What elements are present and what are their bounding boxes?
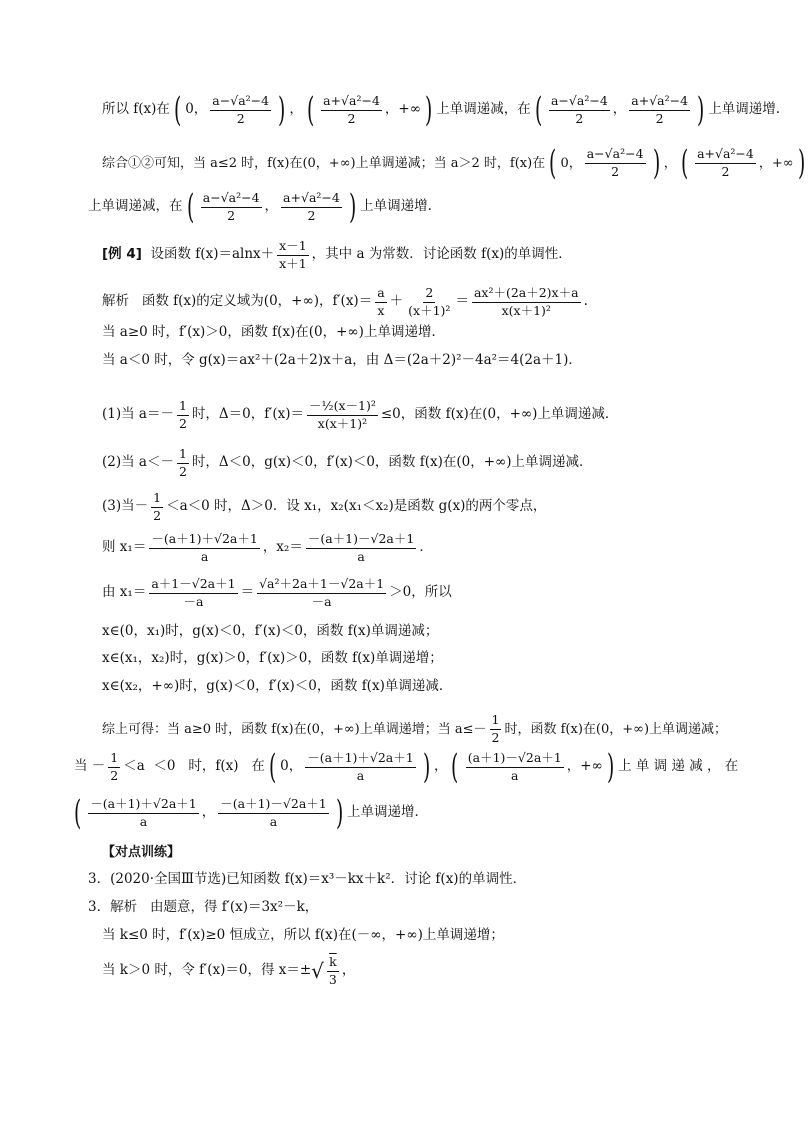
text-segment: 综上可得：当 a≥0 时，函数 f(x)在(0，+∞)上单调递增；当 a≤－ [102,721,487,737]
left-paren: ( [451,747,459,787]
text-segment: ，+∞ [566,758,603,775]
numerator: －(a＋1)＋√2a＋1 [305,752,415,768]
numerator: √a²＋2a＋1－√2a＋1 [257,578,386,594]
fraction [281,192,342,222]
text-segment: ， [433,758,448,775]
text-segment: 时，Δ＜0，g(x)＜0，f′(x)＜0，函数 f(x)在(0，+∞)上单调递减． [191,454,593,471]
right-paren: ) [422,747,430,787]
numerator: 1 [108,752,120,768]
text-segment: 上单调递增. [708,101,781,118]
text-segment: ， [341,962,356,979]
fraction [490,714,502,744]
case-a-neg: 当 a＜0 时，令 g(x)＝ax²＋(2a＋2)x＋a，由 Δ＝(2a＋2)²－4a²＝4(2a＋1)． [102,352,582,368]
fraction [695,148,756,178]
left-paren: ( [680,143,689,183]
denominator: 2 [655,110,664,126]
numerator: a−√a²−4 [585,148,646,164]
left-paren: ( [534,90,542,130]
left-paren: ( [306,90,315,130]
denominator: a [357,548,365,564]
text-segment: ＝ [240,584,255,601]
numerator: 2 [423,287,435,303]
analysis-derivative [102,287,588,317]
text-segment: 上单调递增． [347,804,428,821]
text-segment: 时，Δ＝0，f′(x)＝ [191,406,304,423]
denominator: x [377,302,385,318]
denominator: 3 [328,971,337,987]
denominator: x＋1 [279,255,307,271]
text-segment: 0， [280,758,303,775]
text-segment: 当 k＞0 时，令 f′(x)＝0，得 x＝± [102,962,312,979]
fraction [549,95,610,125]
numerator: a+√a²−4 [695,148,756,164]
denominator: 2 [227,207,236,223]
exercise-case-k-nonpos: 当 k≤0 时，f′(x)≥0 恒成立，所以 f(x)在(－∞，+∞)上单调递增； [102,927,504,943]
denominator: (x＋1)² [408,302,451,318]
text-segment: 上单调递减，在 [88,198,183,215]
text-segment: 综合①②可知，当 a≤2 时，f(x)在(0，+∞)上单调递减；当 a＞2 时，f(x)在 [102,155,546,171]
fraction [210,95,271,125]
denominator: 2 [575,110,584,126]
left-paren: ( [186,187,194,227]
fraction [201,192,262,222]
interval-1: x∈(0，x₁)时，g(x)＜0，f′(x)＜0，函数 f(x)单调递减； [102,623,439,639]
numerator: ax²＋(2a＋2)x＋a [472,287,581,303]
denominator: a [200,548,209,564]
fraction [629,95,690,125]
right-paren: ) [797,143,805,183]
text-segment: 设函数 f(x)＝alnx＋ [141,246,275,263]
fraction [149,533,259,563]
text-segment: 0， [560,155,582,171]
denominator: a [356,767,365,783]
text-segment: ， [289,101,303,118]
denominator: 2 [347,110,356,126]
fraction [177,448,189,478]
right-paren: ) [278,90,286,130]
fraction [466,752,564,782]
case-3 [102,492,546,522]
text-segment: ， [663,155,677,171]
case-a-nonneg: 当 a≥0 时，f′(x)＞0，函数 f(x)在(0，+∞)上单调递增． [102,324,445,340]
fraction [375,287,386,317]
numerator: a+√a²−4 [321,95,382,111]
text-segment: (2)当 a＜－ [102,454,174,471]
denominator: 2 [153,507,162,523]
fraction [406,287,452,317]
numerator: －(a＋1)＋√2a＋1 [149,533,259,549]
text-segment: (3)当－ [102,498,149,515]
fraction [327,956,339,986]
denominator: 2 [307,207,316,223]
text-segment: ＜a ＜0 时，f(x) 在 [123,758,265,775]
numerator: a−√a²−4 [210,95,271,111]
text-segment: 上单调递减，在 [436,101,531,118]
text-segment: 由 x₁＝ [102,584,147,601]
numerator: a−√a²−4 [201,192,262,208]
exercise-case-k-pos [102,956,355,986]
numerator: －(a＋1)＋√2a＋1 [88,798,198,814]
case-1 [102,400,618,430]
denominator: a [511,767,519,783]
numerator: 1 [490,714,502,730]
fraction [151,492,163,522]
text-segment: ＜a＜0 时，Δ＞0．设 x₁，x₂(x₁＜x₂)是函数 g(x)的两个零点， [166,498,547,515]
denominator: a [139,813,148,829]
denominator: 2 [491,729,500,745]
numerator: 1 [177,448,189,464]
numerator: 1 [151,492,163,508]
text-segment: ，x₂＝ [262,539,303,556]
text-segment: 则 x₁＝ [102,539,147,556]
text-segment: 时，函数 f(x)在(0，+∞)上单调递减； [504,721,728,737]
numerator: －½(x－1)² [307,400,378,416]
solution-line-2 [102,143,809,183]
numerator: －(a＋1)－√2a＋1 [218,798,328,814]
denominator: 2 [178,415,187,431]
numerator: －(a＋1)－√2a＋1 [306,533,416,549]
text-segment: 当 － [74,758,106,775]
denominator: －a [183,593,204,609]
zeros-x1-x2 [102,533,433,563]
text-segment: ≤0，函数 f(x)在(0，+∞)上单调递减． [380,406,619,423]
text-segment: ， [201,804,216,821]
denominator: a [269,813,278,829]
numerator: x－1 [277,240,309,256]
denominator: －a [311,593,332,609]
numerator: a [375,287,386,303]
denominator: 2 [178,463,187,479]
numerator: a+√a²−4 [281,192,342,208]
text-segment: ＞0，所以 [389,584,452,601]
interval-3: x∈(x₂，+∞)时，g(x)＜0，f′(x)＜0，函数 f(x)单调递减． [102,678,453,694]
numerator: a−√a²−4 [549,95,610,111]
right-paren: ) [348,187,357,227]
text-segment: ＝ [455,293,469,310]
fraction [321,95,382,125]
denominator: x(x＋1)² [317,415,368,431]
fraction [472,287,581,317]
numerator: (a＋1)－√2a＋1 [466,752,564,768]
fraction [306,533,416,563]
text-segment: ， [612,101,627,118]
exercise-3-question: 3．(2020·全国Ⅲ节选)已知函数 f(x)＝x³－kx＋k²．讨论 f(x)的单调性． [88,871,527,887]
denominator: x(x＋1)² [501,302,551,318]
left-paren: ( [549,143,557,183]
text-segment: ＋ [389,293,404,310]
fraction [88,798,198,828]
text-segment: 所以 f(x)在 [102,101,170,118]
fraction [149,578,237,608]
text-segment: ， [264,198,279,215]
fraction [307,400,378,430]
text-segment: ，+∞ [758,155,794,171]
denominator: 2 [110,767,119,783]
denominator: 2 [236,110,245,126]
right-paren: ) [606,747,615,787]
denominator: 2 [611,163,620,179]
summary-line-3 [70,793,428,833]
left-paren: ( [173,90,182,130]
interval-2: x∈(x₁，x₂)时，g(x)＞0，f′(x)＞0，函数 f(x)单调递增； [102,650,443,666]
text-segment: 0， [185,101,208,118]
solution-line-1 [102,90,781,130]
text-segment: ，+∞ [384,101,421,118]
numerator: a＋1－√2a＋1 [149,578,237,594]
exercise-3-analysis: 3．解析 由题意，得 f′(x)＝3x²－k， [88,899,319,915]
text-segment: ． [419,539,433,556]
x1-positive [102,578,452,608]
denominator: 2 [721,163,730,179]
numerator: k [327,956,339,972]
right-paren: ) [652,143,660,183]
text-segment: 上 单 调 递 减 ， 在 [618,758,739,775]
text-segment: 解析 函数 f(x)的定义域为(0，+∞)，f′(x)＝ [102,293,373,310]
fraction [218,798,328,828]
section-heading: 【对点训练】 [102,845,181,860]
fraction [305,752,415,782]
summary-line-1 [102,714,727,744]
fraction [585,148,646,178]
summary-line-2 [74,747,739,787]
left-paren: ( [268,747,277,787]
right-paren: ) [424,90,433,130]
fraction [257,578,386,608]
right-paren: ) [335,793,344,833]
case-2 [102,448,593,478]
text-segment: (1)当 a＝－ [102,406,174,423]
text-segment: ，其中 a 为常数．讨论函数 f(x)的单调性． [311,246,572,263]
text-segment: . [583,293,588,310]
left-paren: ( [73,793,82,833]
fraction [177,400,189,430]
solution-line-3 [88,187,432,227]
numerator: 1 [177,400,189,416]
fraction [277,240,309,270]
numerator: a+√a²−4 [629,95,690,111]
fraction [108,752,120,782]
example-4-statement [102,240,572,270]
text-segment: 上单调递增. [360,198,432,215]
sqrt-sign: √ [311,959,324,983]
example-label: [例 4] [102,246,142,263]
right-paren: ) [697,90,705,130]
